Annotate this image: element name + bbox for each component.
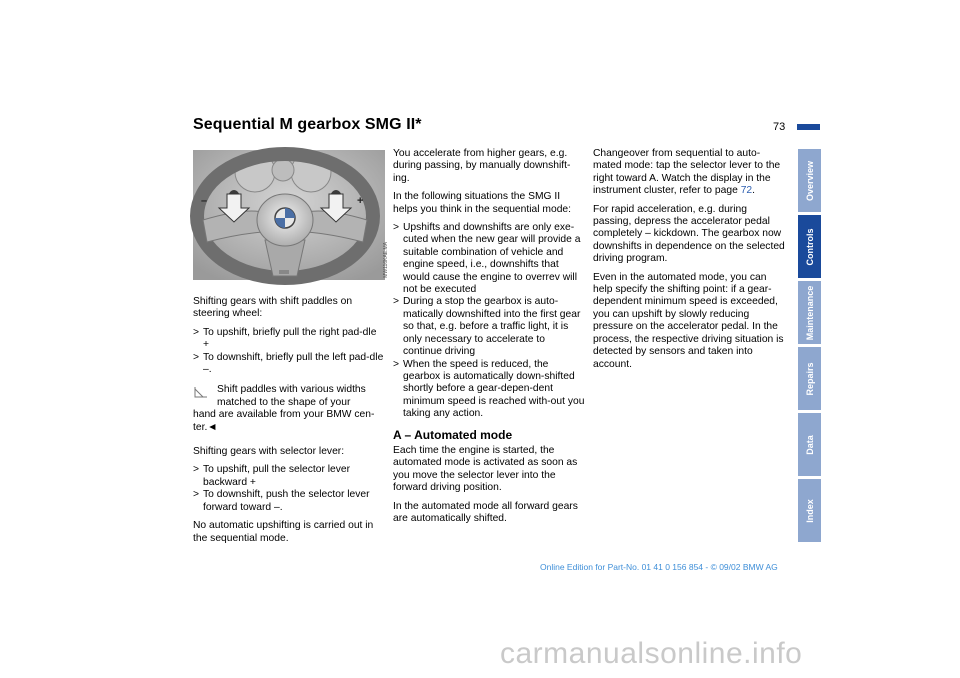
page-number-bar	[797, 124, 820, 130]
paragraph: No automatic upshifting is carried out in the sequential mode.	[193, 520, 374, 544]
chapter-tabs	[798, 149, 821, 545]
list-item: > To upshift, briefly pull the right pad-dle +	[193, 326, 377, 351]
note-text-line2: hand are available from your BMW cen-ter.◄	[193, 409, 375, 433]
footer-edition: Online Edition for Part-No. 01 41 0 156 854 - © 09/02 BMW AG	[540, 562, 778, 572]
svg-text:+: +	[357, 195, 364, 207]
paragraph: You accelerate from higher gears, e.g. during passing, by manually downshift-ing.	[393, 148, 571, 184]
column-2	[393, 148, 586, 531]
tab-index[interactable]: Index	[798, 479, 821, 542]
watermark: carmanualsonline.info	[500, 637, 803, 670]
svg-text:–: –	[201, 195, 208, 207]
bullet-icon: >	[193, 326, 200, 338]
paragraph: In the following situations the SMG II helps you think in the sequential mode:	[393, 191, 572, 215]
paragraph: Even in the automated mode, you can help specify the shifting point: if a gear-dependent minimum speed is exceeded, you can upshift by slowly reducing pressure on the accelerator pedal. In the process, the respective driving situation is detected by sensors and taken into account.	[593, 271, 784, 370]
column-1	[193, 296, 385, 551]
bullet-icon: >	[193, 464, 200, 476]
list-item: > To downshift, push the selector lever forward toward –.	[193, 489, 370, 513]
list-item: > During a stop the gearbox is auto-matically downshifted into the first gear so that, e.g. before a traffic light, it is only necessary to accelerate to continue driving	[393, 296, 581, 358]
paragraph: Shifting gears with shift paddles on steering wheel:	[193, 296, 353, 320]
page-number: 73	[773, 121, 786, 133]
paragraph: For rapid acceleration, e.g. during passing, depress the accelerator pedal completely – kickdown. The gearbox now downshifts in dependence on the selected driving program.	[593, 203, 785, 265]
tab-maintenance[interactable]: Maintenance	[798, 281, 821, 344]
bullet-icon: >	[393, 222, 400, 234]
list-item: > When the speed is reduced, the gearbox is automatically down-shifted shortly before a gear-depen-dent minimum speed is reached with-out you taking any action.	[393, 358, 585, 420]
bullet-icon: >	[393, 358, 400, 370]
list-item: > To downshift, briefly pull the left pad-dle –.	[193, 351, 384, 376]
paragraph: Each time the engine is started, the automated mode is activated as soon as you move the selector lever into the forward driving position.	[393, 444, 578, 494]
list-item: > To upshift, pull the selector lever backward +	[193, 464, 351, 488]
tab-repairs[interactable]: Repairs	[798, 347, 821, 410]
list-item: > Upshifts and downshifts are only exe-cuted when the new gear will provide a suitable combination of vehicle and engine speed, i.e., downshifts that would cause the engine to overrev will not be executed	[393, 222, 581, 296]
tab-overview[interactable]: Overview	[798, 149, 821, 212]
steering-wheel-photo	[193, 150, 389, 280]
paragraph: Changeover from sequential to auto-mated mode: tap the selector lever to the right toward A. Watch the display in the instrument cluster, refer to page 72.	[593, 148, 781, 197]
note	[193, 384, 385, 434]
note-arrow-icon	[193, 386, 209, 402]
section-heading: A – Automated mode	[393, 427, 513, 442]
paragraph: In the automated mode all forward gears are automatically shifted.	[393, 500, 578, 524]
steering-wheel-illustration	[193, 150, 385, 280]
bullet-icon: >	[193, 351, 200, 363]
note-text-line1: Shift paddles with various widths matched to the shape of your	[217, 384, 366, 408]
photo-code: MW116KAE.MA	[383, 242, 389, 278]
tab-controls[interactable]: Controls	[798, 215, 821, 278]
bullet-icon: >	[393, 296, 400, 308]
page-link[interactable]: 72	[740, 185, 753, 197]
column-3	[593, 148, 786, 377]
tab-data[interactable]: Data	[798, 413, 821, 476]
bullet-icon: >	[193, 489, 200, 501]
paragraph: Shifting gears with selector lever:	[193, 446, 345, 458]
page-title: Sequential M gearbox SMG II*	[193, 116, 422, 133]
